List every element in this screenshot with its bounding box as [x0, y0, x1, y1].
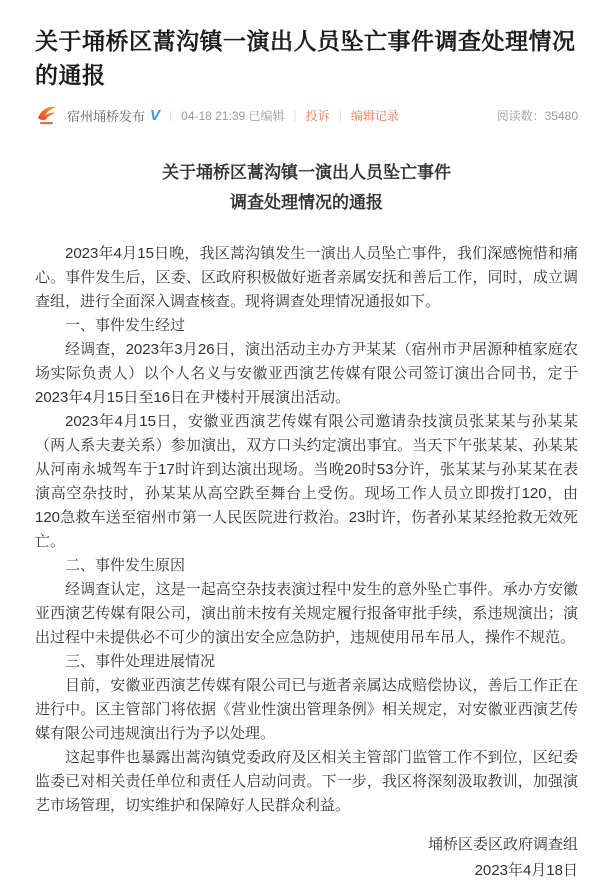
- article-title-line2: 调查处理情况的通报: [230, 193, 383, 212]
- section-heading-1: 一、事件发生经过: [65, 317, 186, 334]
- section-heading-2: 二、事件发生原因: [65, 557, 186, 574]
- read-count: 阅读数：35480: [496, 108, 578, 123]
- publisher-name[interactable]: 宿州埇桥发布: [67, 108, 146, 124]
- article-body: [35, 158, 578, 884]
- page-title: 关于埇桥区蒿沟镇一演出人员坠亡事件调查处理情况的通报: [35, 28, 576, 88]
- article-paragraph: 2023年4月15日晚，我区蒿沟镇发生一演出人员坠亡事件，我们深感惋惜和痛心。事件发生后，区委、区政府积极做好逝者亲属安抚和善后工作，同时，成立调查组，进行全面深入调查核查。现将调查处理情况通报如下。: [35, 245, 578, 310]
- edit-timestamp: 04-18 21:39 已编辑: [181, 108, 285, 123]
- article-paragraph: 目前，安徽亚西演艺传媒有限公司已与逝者亲属达成赔偿协议，善后工作正在进行中。区主管部门将依据《营业性演出管理条例》相关规定，对安徽亚西演艺传媒有限公司违规演出行为予以处理。: [35, 677, 578, 742]
- verified-v-icon: V: [150, 106, 161, 124]
- signature-block: [35, 832, 578, 884]
- article-meta-bar: [35, 102, 578, 128]
- section-heading-3: 三、事件处理进展情况: [65, 653, 216, 670]
- article-paragraph: 这起事件也暴露出蒿沟镇党委政府及区相关主管部门监管工作不到位，区纪委监委已对相关责任单位和责任人启动问责。下一步，我区将深刻汲取教训，加强演艺市场管理，切实维护和保障好人民群众利益。: [35, 749, 578, 814]
- article-paragraph: 2023年4月15日，安徽亚西演艺传媒有限公司邀请杂技演员张某某与孙某某（两人系夫妻关系）参加演出，双方口头约定演出事宜。当天下午张某某、孙某某从河南永城驾车于17时许到达演出现场。当晚20时53分许，张某某与孙某某在表演高空杂技时，孙某某从高空跌至舞台上受伤。现场工作人员立即拨打120，由120急救车送至宿州市第一人民医院进行救治。23时许，伤者孙某某经抢救无效死亡。: [35, 413, 578, 550]
- article-title: [35, 158, 578, 218]
- edit-history-link[interactable]: 编辑记录: [350, 108, 399, 123]
- signature-date: 2023年4月18日: [474, 862, 578, 879]
- article-paragraph: 经调查，2023年3月26日，演出活动主办方尹某某（宿州市尹居源种植家庭农场实际负责人）以个人名义与安徽亚西演艺传媒有限公司签订演出合同书，定于2023年4月15日至16日在尹楼村开展演出活动。: [35, 341, 578, 406]
- divider: |: [293, 108, 297, 122]
- divider: |: [338, 108, 342, 122]
- phoenix-logo-icon: [35, 103, 59, 127]
- signature-org: 埇桥区委区政府调查组: [427, 836, 578, 853]
- article-title-line1: 关于埇桥区蒿沟镇一演出人员坠亡事件: [162, 163, 451, 182]
- article-paragraph: 经调查认定，这是一起高空杂技表演过程中发生的意外坠亡事件。承办方安徽亚西演艺传媒有限公司，演出前未按有关规定履行报备审批手续，系违规演出；演出过程中未提供必不可少的演出安全应急防护，违规使用吊车吊人，操作不规范。: [35, 581, 578, 646]
- report-link[interactable]: 投诉: [305, 108, 330, 123]
- divider: |: [169, 108, 173, 122]
- publisher-avatar[interactable]: [35, 103, 59, 127]
